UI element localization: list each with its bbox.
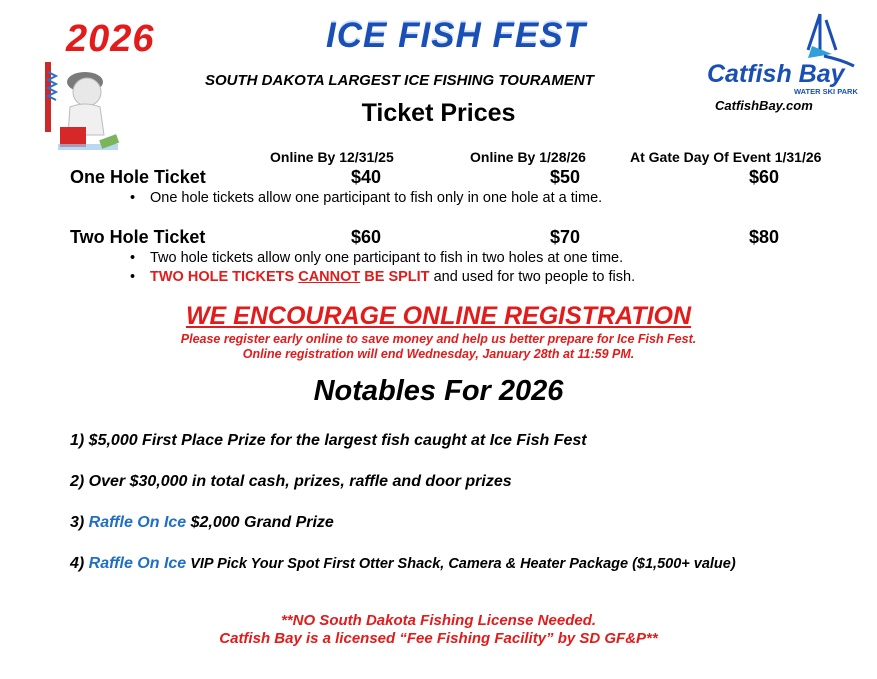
list-item bbox=[70, 514, 334, 532]
bullet-icon: • bbox=[130, 250, 136, 266]
notable-3-rest: $2,000 Grand Prize bbox=[186, 514, 334, 531]
split-warning-cannot: CANNOT bbox=[298, 269, 361, 285]
column-header-gate: At Gate Day Of Event 1/31/26 bbox=[630, 149, 822, 165]
notable-1-text: 1) $5,000 First Place Prize for the largest fish caught at Ice Fish Fest bbox=[70, 432, 587, 449]
subtitle: SOUTH DAKOTA LARGEST ICE FISHING TOURAMENT bbox=[205, 72, 594, 89]
list-item bbox=[70, 473, 512, 491]
price-two-hole-gate: $80 bbox=[749, 227, 780, 247]
registration-line-1: Please register early online to save money and help us better prepare for Ice Fish Fest. bbox=[180, 332, 697, 346]
ticket-name-one-hole: One Hole Ticket bbox=[70, 167, 206, 187]
price-one-hole-online: $50 bbox=[550, 167, 581, 187]
split-warning-rest: and used for two people to fish. bbox=[429, 269, 636, 285]
two-hole-note: Two hole tickets allow only one participant to fish in two holes at one time. bbox=[150, 250, 624, 266]
fest-title: ICE FISH FEST bbox=[326, 16, 586, 55]
footer-line-1: **NO South Dakota Fishing License Needed. bbox=[280, 612, 597, 629]
ticket-name-two-hole: Two Hole Ticket bbox=[70, 227, 206, 247]
list-item bbox=[70, 432, 587, 450]
registration-line-2: Online registration will end Wednesday, January 28th at 11:59 PM. bbox=[242, 347, 635, 361]
notable-2-text: 2) Over $30,000 in total cash, prizes, raffle and door prizes bbox=[70, 473, 512, 490]
price-one-hole-gate: $60 bbox=[749, 167, 780, 187]
list-item bbox=[130, 269, 636, 285]
notable-4-rest: VIP Pick Your Spot First Otter Shack, Camera & Heater Package ($1,500+ value) bbox=[186, 556, 736, 572]
ticket-prices-heading: Ticket Prices bbox=[361, 99, 516, 127]
list-item bbox=[70, 555, 736, 573]
notable-3-highlight: Raffle On Ice bbox=[88, 514, 187, 531]
price-two-hole-early: $60 bbox=[351, 227, 382, 247]
logo-name: Catfish Bay bbox=[707, 60, 845, 88]
column-header-online: Online By 1/28/26 bbox=[470, 149, 586, 165]
split-warning-part1: TWO HOLE TICKETS bbox=[150, 269, 299, 285]
column-header-early: Online By 12/31/25 bbox=[270, 149, 394, 165]
notable-3-prefix: 3) bbox=[70, 514, 89, 531]
bullet-icon: • bbox=[130, 269, 136, 285]
logo-tagline: WATER SKI PARK bbox=[794, 87, 858, 96]
notable-4-highlight: Raffle On Ice bbox=[88, 555, 187, 572]
ice-fisherman-mascot-icon bbox=[40, 52, 130, 164]
notable-4-prefix: 4) bbox=[70, 555, 89, 572]
year-heading: 2026 bbox=[66, 18, 155, 60]
notables-heading: Notables For 2026 bbox=[313, 375, 564, 407]
list-item bbox=[130, 190, 603, 206]
one-hole-note: One hole tickets allow one participant to fish only in one hole at a time. bbox=[150, 190, 603, 206]
price-one-hole-early: $40 bbox=[351, 167, 382, 187]
list-item bbox=[130, 250, 624, 266]
bullet-icon: • bbox=[130, 190, 136, 206]
price-two-hole-online: $70 bbox=[550, 227, 581, 247]
split-warning-part3: BE SPLIT bbox=[360, 269, 430, 285]
logo-url: CatfishBay.com bbox=[715, 98, 813, 113]
registration-heading: WE ENCOURAGE ONLINE REGISTRATION bbox=[185, 302, 692, 330]
footer-line-2: Catfish Bay is a licensed “Fee Fishing Facility” by SD GF&P** bbox=[219, 630, 658, 647]
